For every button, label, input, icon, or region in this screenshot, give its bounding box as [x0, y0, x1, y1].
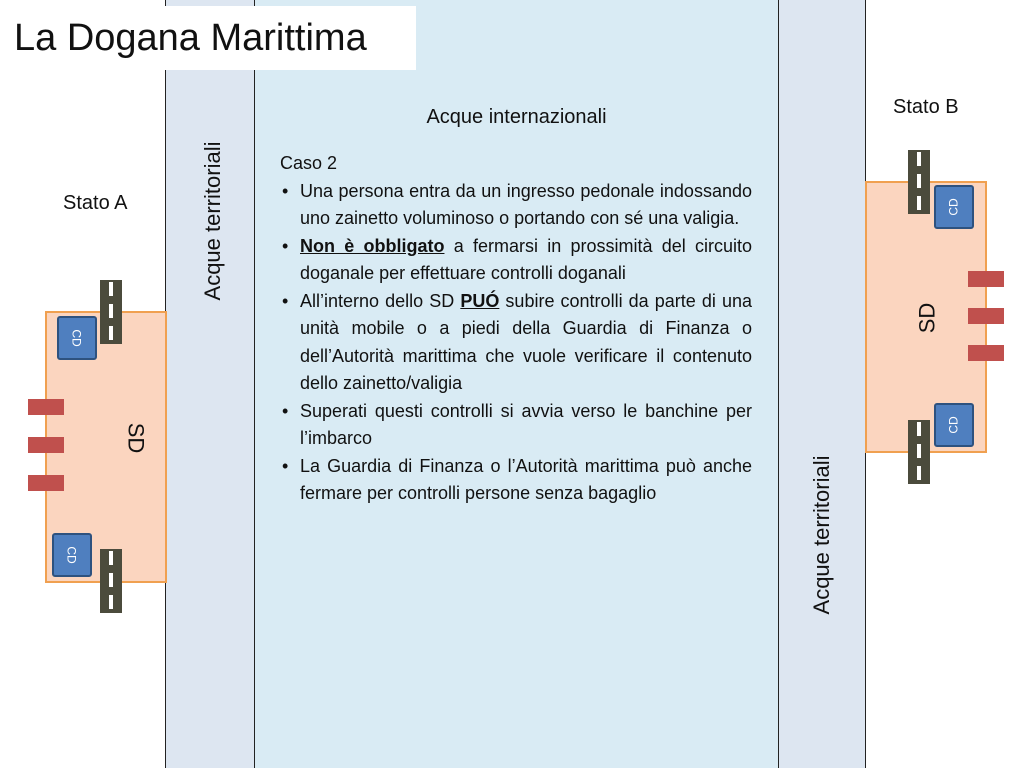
bullet-item: [280, 288, 752, 398]
state-a-sd-label: SD: [123, 422, 149, 454]
international-label: Acque internazionali: [426, 106, 607, 128]
territorial-waters-right: [778, 0, 866, 768]
bullet-item: [280, 453, 752, 508]
state-a-barrier-1: [28, 399, 64, 415]
bullet-text: Una persona entra da un ingresso pedonale indossando uno zainetto voluminoso o portando con sé una valigia.: [300, 180, 752, 228]
page-title: La Dogana Marittima: [0, 6, 416, 70]
state-b-customs-point-top: CD: [934, 185, 974, 229]
bullet-text: a fermarsi in prossimità del circuito doganale per effettuare controlli doganali: [300, 235, 752, 283]
state-b-customs-point-bottom: CD: [934, 403, 974, 447]
bullet-text: La Guardia di Finanza o l’Autorità marittima può anche fermare per controlli persone senza bagaglio: [300, 455, 752, 503]
territorial-waters-left: [165, 0, 255, 768]
case-title: Caso 2: [280, 153, 338, 173]
state-b-road-bottom: [908, 420, 930, 484]
state-a-label: Stato A: [63, 192, 128, 214]
state-a-customs-point-bottom: CD: [52, 533, 92, 577]
state-b-label: Stato B: [893, 96, 959, 118]
bullet-emphasis: PUÓ: [460, 290, 500, 311]
territorial-left-label: Acque territoriali: [200, 141, 225, 301]
state-a-customs-point-top: CD: [57, 316, 97, 360]
state-b-barrier-2: [968, 308, 1004, 324]
state-a-road-bottom: [100, 549, 122, 613]
state-b-barrier-1: [968, 271, 1004, 287]
territorial-right-label: Acque territoriali: [809, 455, 834, 615]
state-b-road-top: [908, 150, 930, 214]
bullet-text: Superati questi controlli si avvia verso le banchine per l’imbarco: [300, 400, 752, 448]
bullet-item: [280, 233, 752, 288]
bullet-item: [280, 398, 752, 453]
bullet-text: subire controlli da parte di una unità mobile o a piedi della Guardia di Finanza o dell’Autorità marittima che vuole verificare il contenuto dello zainetto/valigia: [300, 290, 752, 393]
bullet-text: All’interno dello SD: [300, 290, 461, 311]
case-description: [280, 150, 752, 508]
state-a-road-top: [100, 280, 122, 344]
case-bullet-list: [280, 178, 752, 508]
state-b-barrier-3: [968, 345, 1004, 361]
bullet-emphasis: Non è obbligato: [300, 235, 445, 256]
bullet-item: [280, 178, 752, 233]
state-a-barrier-3: [28, 475, 64, 491]
state-a-barrier-2: [28, 437, 64, 453]
state-b-sd-label: SD: [914, 302, 940, 334]
